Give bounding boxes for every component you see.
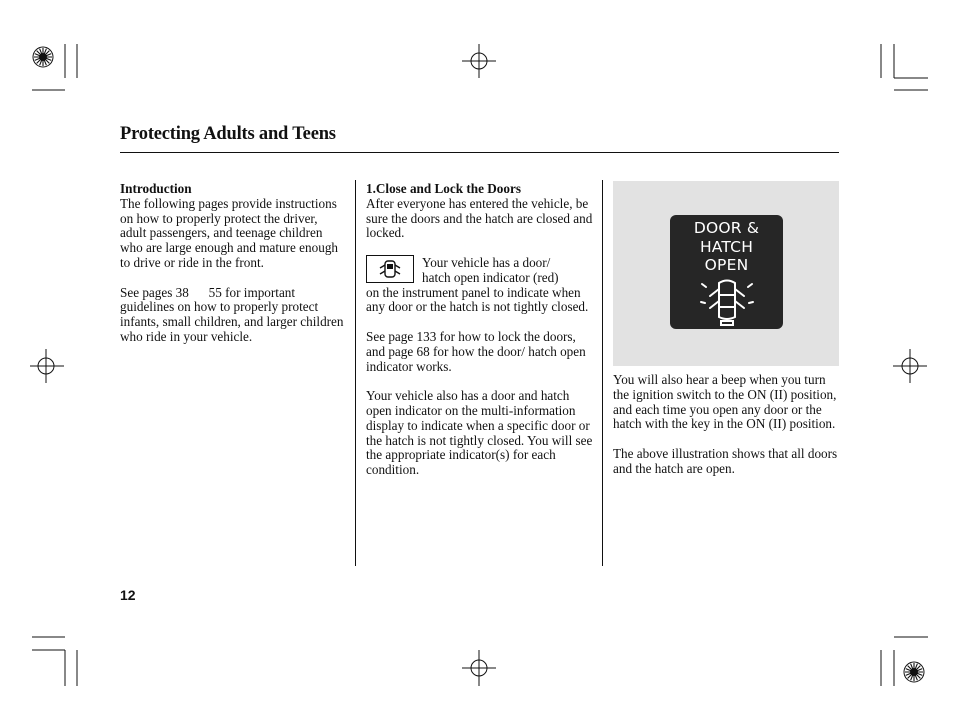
page-title: Protecting Adults and Teens <box>120 124 336 144</box>
section-heading-introduction: Introduction <box>120 181 192 196</box>
column-introduction <box>120 182 345 360</box>
door-open-indicator-icon <box>366 255 414 283</box>
display-line-1: DOOR & <box>693 219 760 237</box>
see-page-paragraph: See page 133 for how to lock the doors, and page 68 for how the door/ hatch open indicator works. <box>366 328 586 374</box>
section-heading-close-lock: 1.Close and Lock the Doors <box>366 181 521 196</box>
indicator-paragraph: Your vehicle has a door/ hatch open indicator (red) on the instrument panel to indicate when any door or the hatch is not tightly closed. <box>366 254 589 315</box>
intro-paragraph: The following pages provide instructions on how to properly protect the driver, adult passengers, and teenage children who are large enough and mature enough to drive or ride in the front. <box>120 195 339 270</box>
display-line-3: OPEN <box>704 256 749 274</box>
column-divider-1 <box>355 180 356 566</box>
column-beep-info <box>613 373 839 491</box>
multi-info-paragraph: Your vehicle also has a door and hatch open indicator on the multi-information display to indicate when a specific door or the hatch is not tightly closed. You will see the appropriate indicator(s) for each condition. <box>366 388 593 478</box>
title-rule <box>120 152 839 153</box>
multi-info-display-illustration <box>613 181 839 366</box>
illustration-caption: The above illustration shows that all doors and the hatch are open. <box>613 445 838 476</box>
display-line-2: HATCH <box>699 237 754 256</box>
column-divider-2 <box>602 180 603 566</box>
see-pages-paragraph: See pages 38 55 for important guidelines on how to properly protect infants, small children, and larger children who ride in your vehicle. <box>120 284 347 344</box>
car-doors-open-icon <box>698 275 756 327</box>
page-number: 12 <box>120 587 136 603</box>
column-close-lock-doors <box>366 182 594 493</box>
beep-paragraph: You will also hear a beep when you turn the ignition switch to the ON (II) position, and each time you open any door or the hatch with the key in the ON (II) position. <box>613 372 837 432</box>
door-hatch-open-display <box>670 215 783 329</box>
close-lock-paragraph: After everyone has entered the vehicle, be sure the doors and the hatch are closed and locked. <box>366 195 593 241</box>
